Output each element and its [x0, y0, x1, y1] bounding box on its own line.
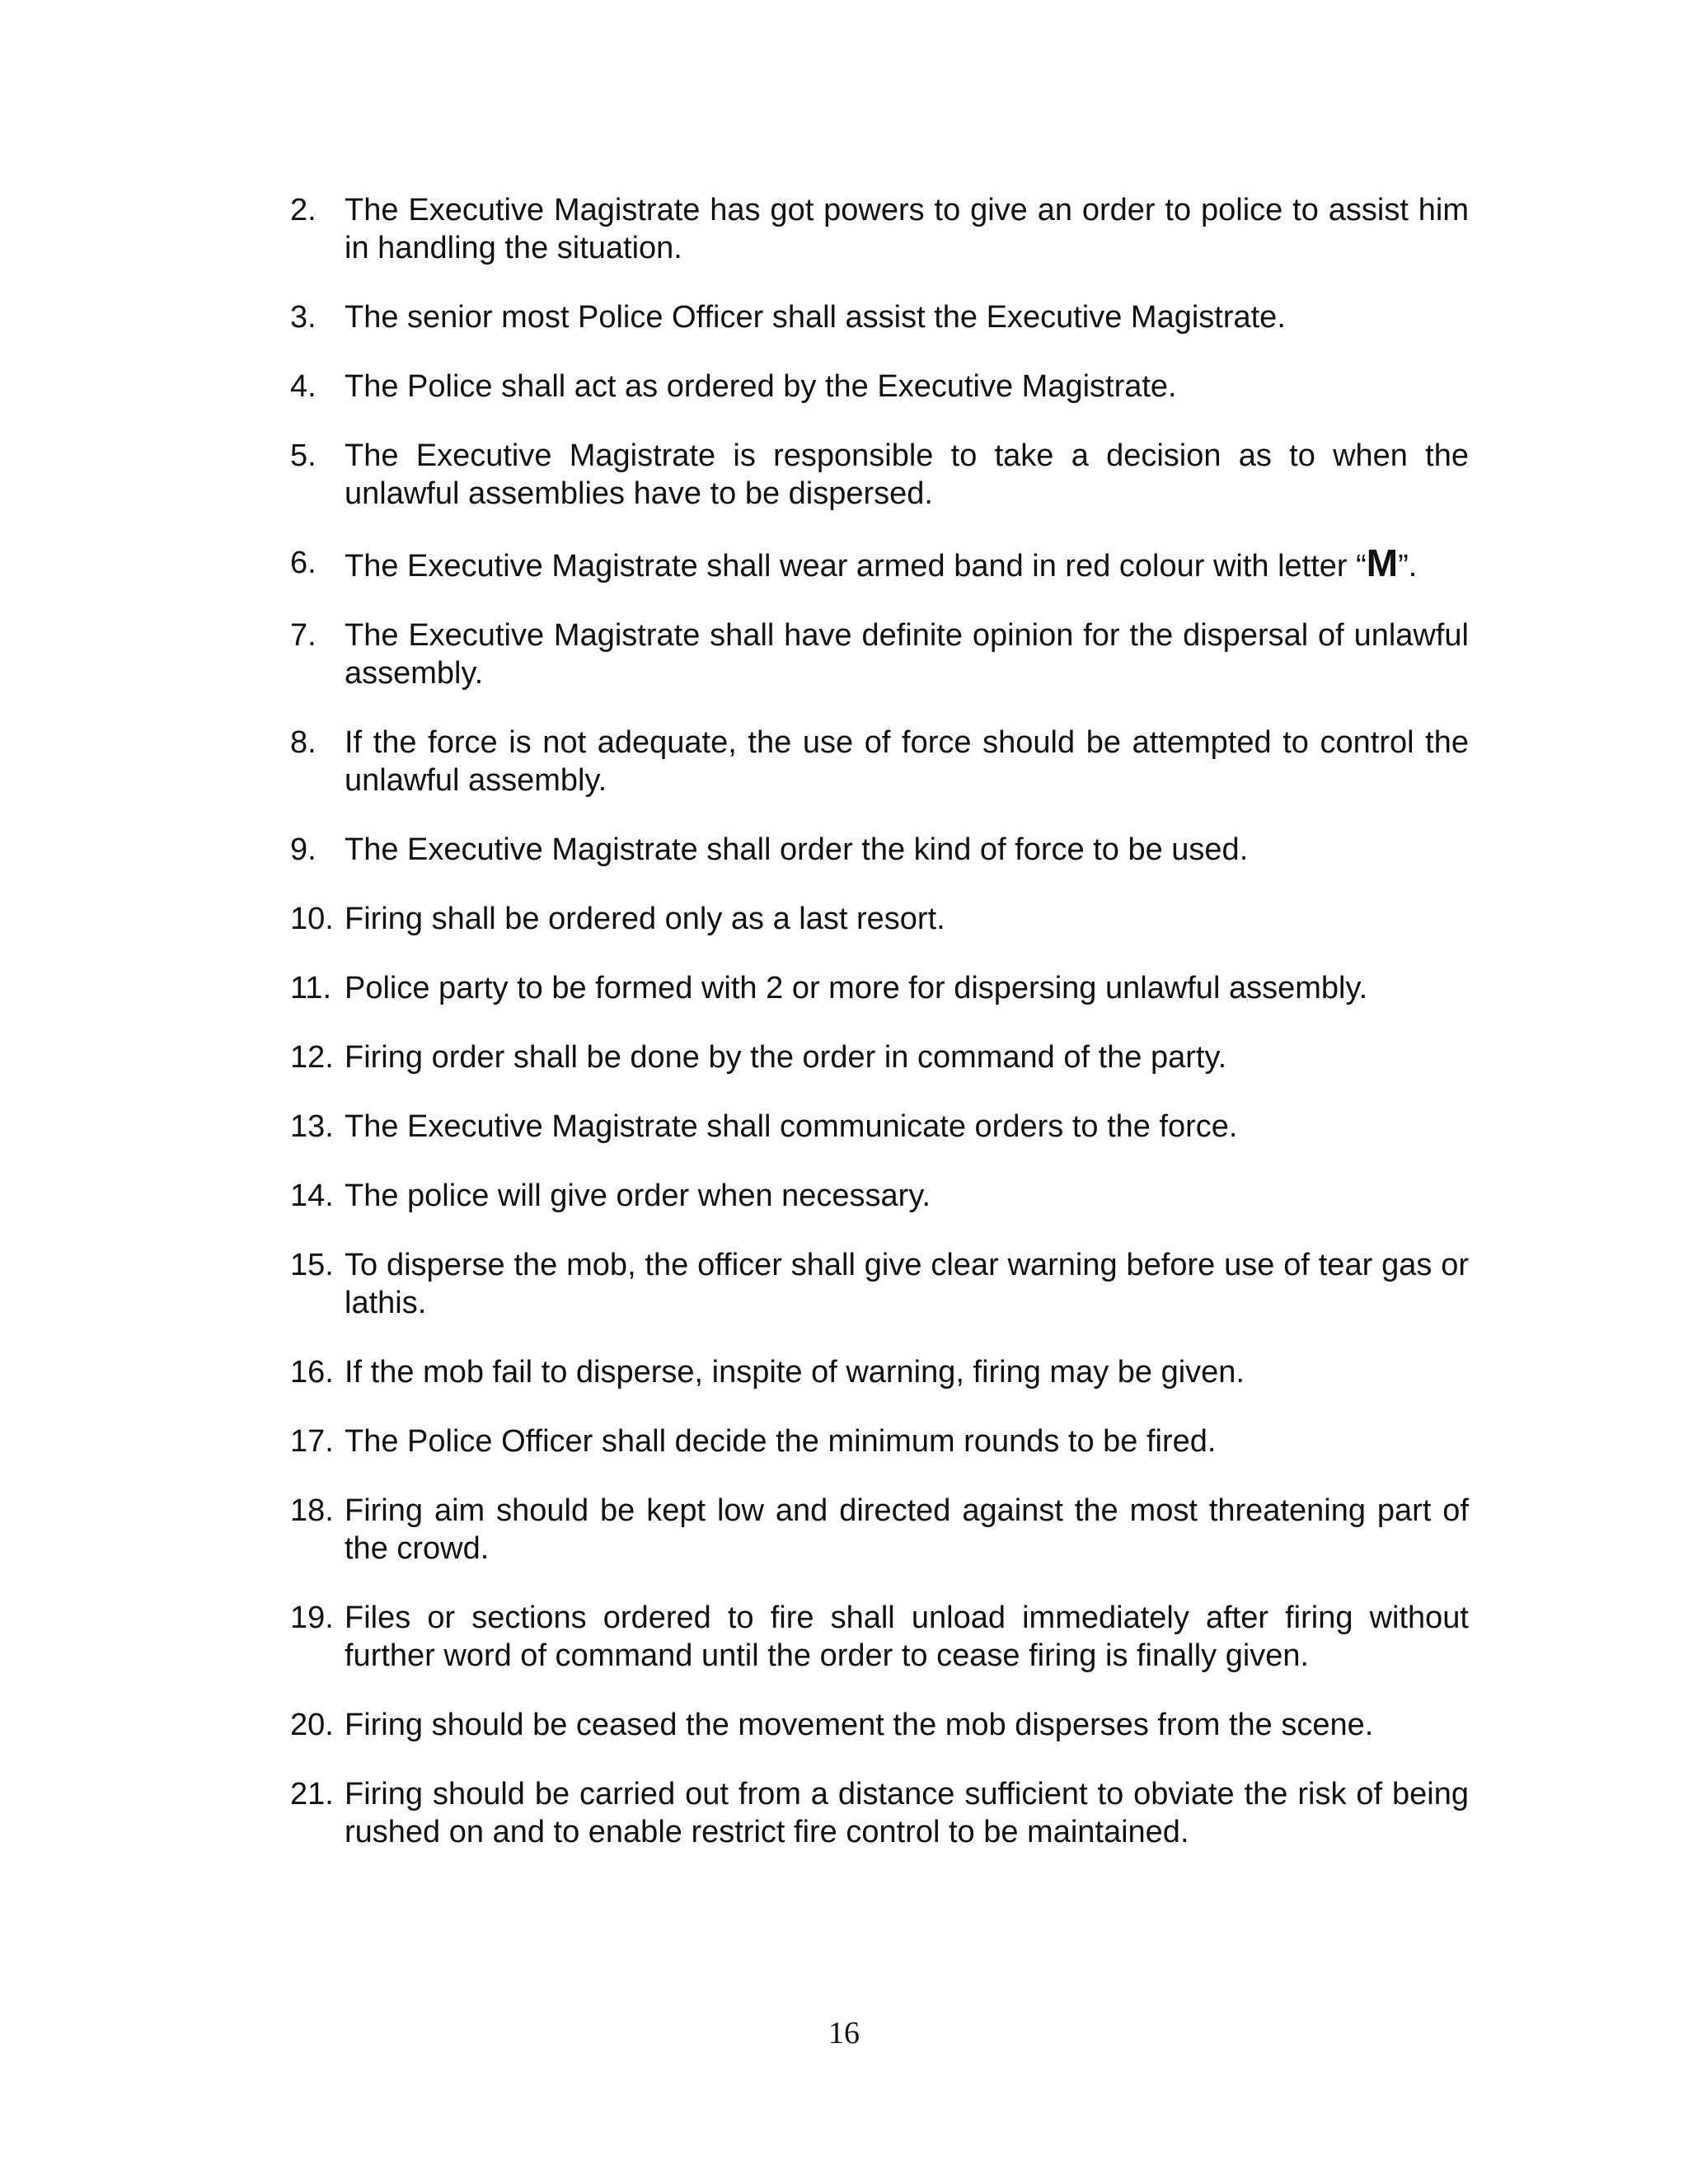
list-item-number: 21.: [290, 1777, 334, 1811]
list-item-text: Firing shall be ordered only as a last resort.: [345, 902, 945, 936]
list-item-text: Files or sections ordered to fire shall unload immediately after firing without further word of command until the order to cease firing is finally given.: [345, 1601, 1469, 1673]
list-item: [290, 1599, 1469, 1675]
list-item-text: If the force is not adequate, the use of force should be attempted to control the unlawful assembly.: [345, 725, 1469, 798]
list-item-text: The police will give order when necessary.: [345, 1179, 931, 1213]
list-item-number: 9.: [290, 832, 316, 867]
list-item-number: 17.: [290, 1424, 334, 1459]
list-item-number: 15.: [290, 1248, 334, 1282]
list-item-text: The Executive Magistrate shall order the kind of force to be used.: [345, 832, 1249, 867]
list-item: [290, 1353, 1469, 1391]
list-item: [290, 1422, 1469, 1460]
list-item-number: 20.: [290, 1708, 334, 1742]
list-item: [290, 1246, 1469, 1322]
list-item-text: The Executive Magistrate shall communicate orders to the force.: [345, 1109, 1238, 1144]
list-item: [290, 1177, 1469, 1215]
list-item: [290, 1108, 1469, 1146]
list-item: [290, 900, 1469, 938]
list-item-number: 4.: [290, 369, 316, 404]
list-item-text: Firing should be ceased the movement the mob disperses from the scene.: [345, 1708, 1374, 1742]
list-item-text: The Executive Magistrate has got powers to give an order to police to assist him in handling the situation.: [345, 193, 1469, 265]
list-item: [290, 298, 1469, 336]
list-item-text: [345, 541, 1469, 585]
list-item: [290, 191, 1469, 267]
list-item-number: 12.: [290, 1040, 334, 1075]
list-item-text: To disperse the mob, the officer shall give clear warning before use of tear gas or lathis.: [345, 1248, 1469, 1320]
list-item-text: The Executive Magistrate shall have definite opinion for the dispersal of unlawful assembly.: [345, 618, 1469, 691]
list-item-number: 16.: [290, 1355, 334, 1390]
list-item-text: Firing should be carried out from a distance sufficient to obviate the risk of being rushed on and to enable restrict fire control to be maintained.: [345, 1777, 1469, 1849]
list-item-number: 10.: [290, 902, 334, 936]
magistrate-letter: M: [1366, 541, 1399, 584]
list-item-text-end: ”.: [1398, 549, 1418, 583]
list-item: [290, 831, 1469, 869]
list-item: [290, 969, 1469, 1007]
list-item-text: Firing aim should be kept low and directed against the most threatening part of the crowd.: [345, 1493, 1469, 1566]
list-item-number: 6.: [290, 546, 316, 580]
list-item: [290, 1775, 1469, 1851]
list-item-number: 14.: [290, 1179, 334, 1213]
list-item: [290, 1706, 1469, 1744]
list-item: [290, 437, 1469, 513]
list-item-number: 8.: [290, 725, 316, 760]
page-number: 16: [828, 2016, 860, 2050]
list-item: [290, 616, 1469, 692]
list-item: [290, 541, 1469, 585]
list-item-number: 13.: [290, 1109, 334, 1144]
list-item: [290, 1492, 1469, 1568]
list-item-number: 18.: [290, 1493, 334, 1528]
list-item-text: The Police shall act as ordered by the Executive Magistrate.: [345, 369, 1177, 404]
list-item-text: The senior most Police Officer shall assist the Executive Magistrate.: [345, 300, 1286, 335]
list-item-text: The Executive Magistrate is responsible to take a decision as to when the unlawful assemblies have to be dispersed.: [345, 438, 1469, 511]
list-item-text: The Police Officer shall decide the minimum rounds to be fired.: [345, 1424, 1217, 1459]
list-item-number: 11.: [290, 971, 332, 1005]
list-item-text-start: The Executive Magistrate shall wear armed band in red colour with letter “: [345, 549, 1367, 583]
list-item-number: 3.: [290, 300, 316, 335]
numbered-list: [290, 191, 1469, 1882]
list-item-number: 2.: [290, 193, 316, 227]
list-item: [290, 724, 1469, 799]
list-item-number: 5.: [290, 438, 316, 473]
list-item-text: Firing order shall be done by the order in command of the party.: [345, 1040, 1227, 1075]
list-item: [290, 1038, 1469, 1076]
list-item-number: 19.: [290, 1601, 334, 1635]
list-item-number: 7.: [290, 618, 316, 653]
list-item-text: If the mob fail to disperse, inspite of warning, firing may be given.: [345, 1355, 1245, 1390]
list-item-text: Police party to be formed with 2 or more for dispersing unlawful assembly.: [345, 971, 1368, 1005]
list-item: [290, 368, 1469, 405]
